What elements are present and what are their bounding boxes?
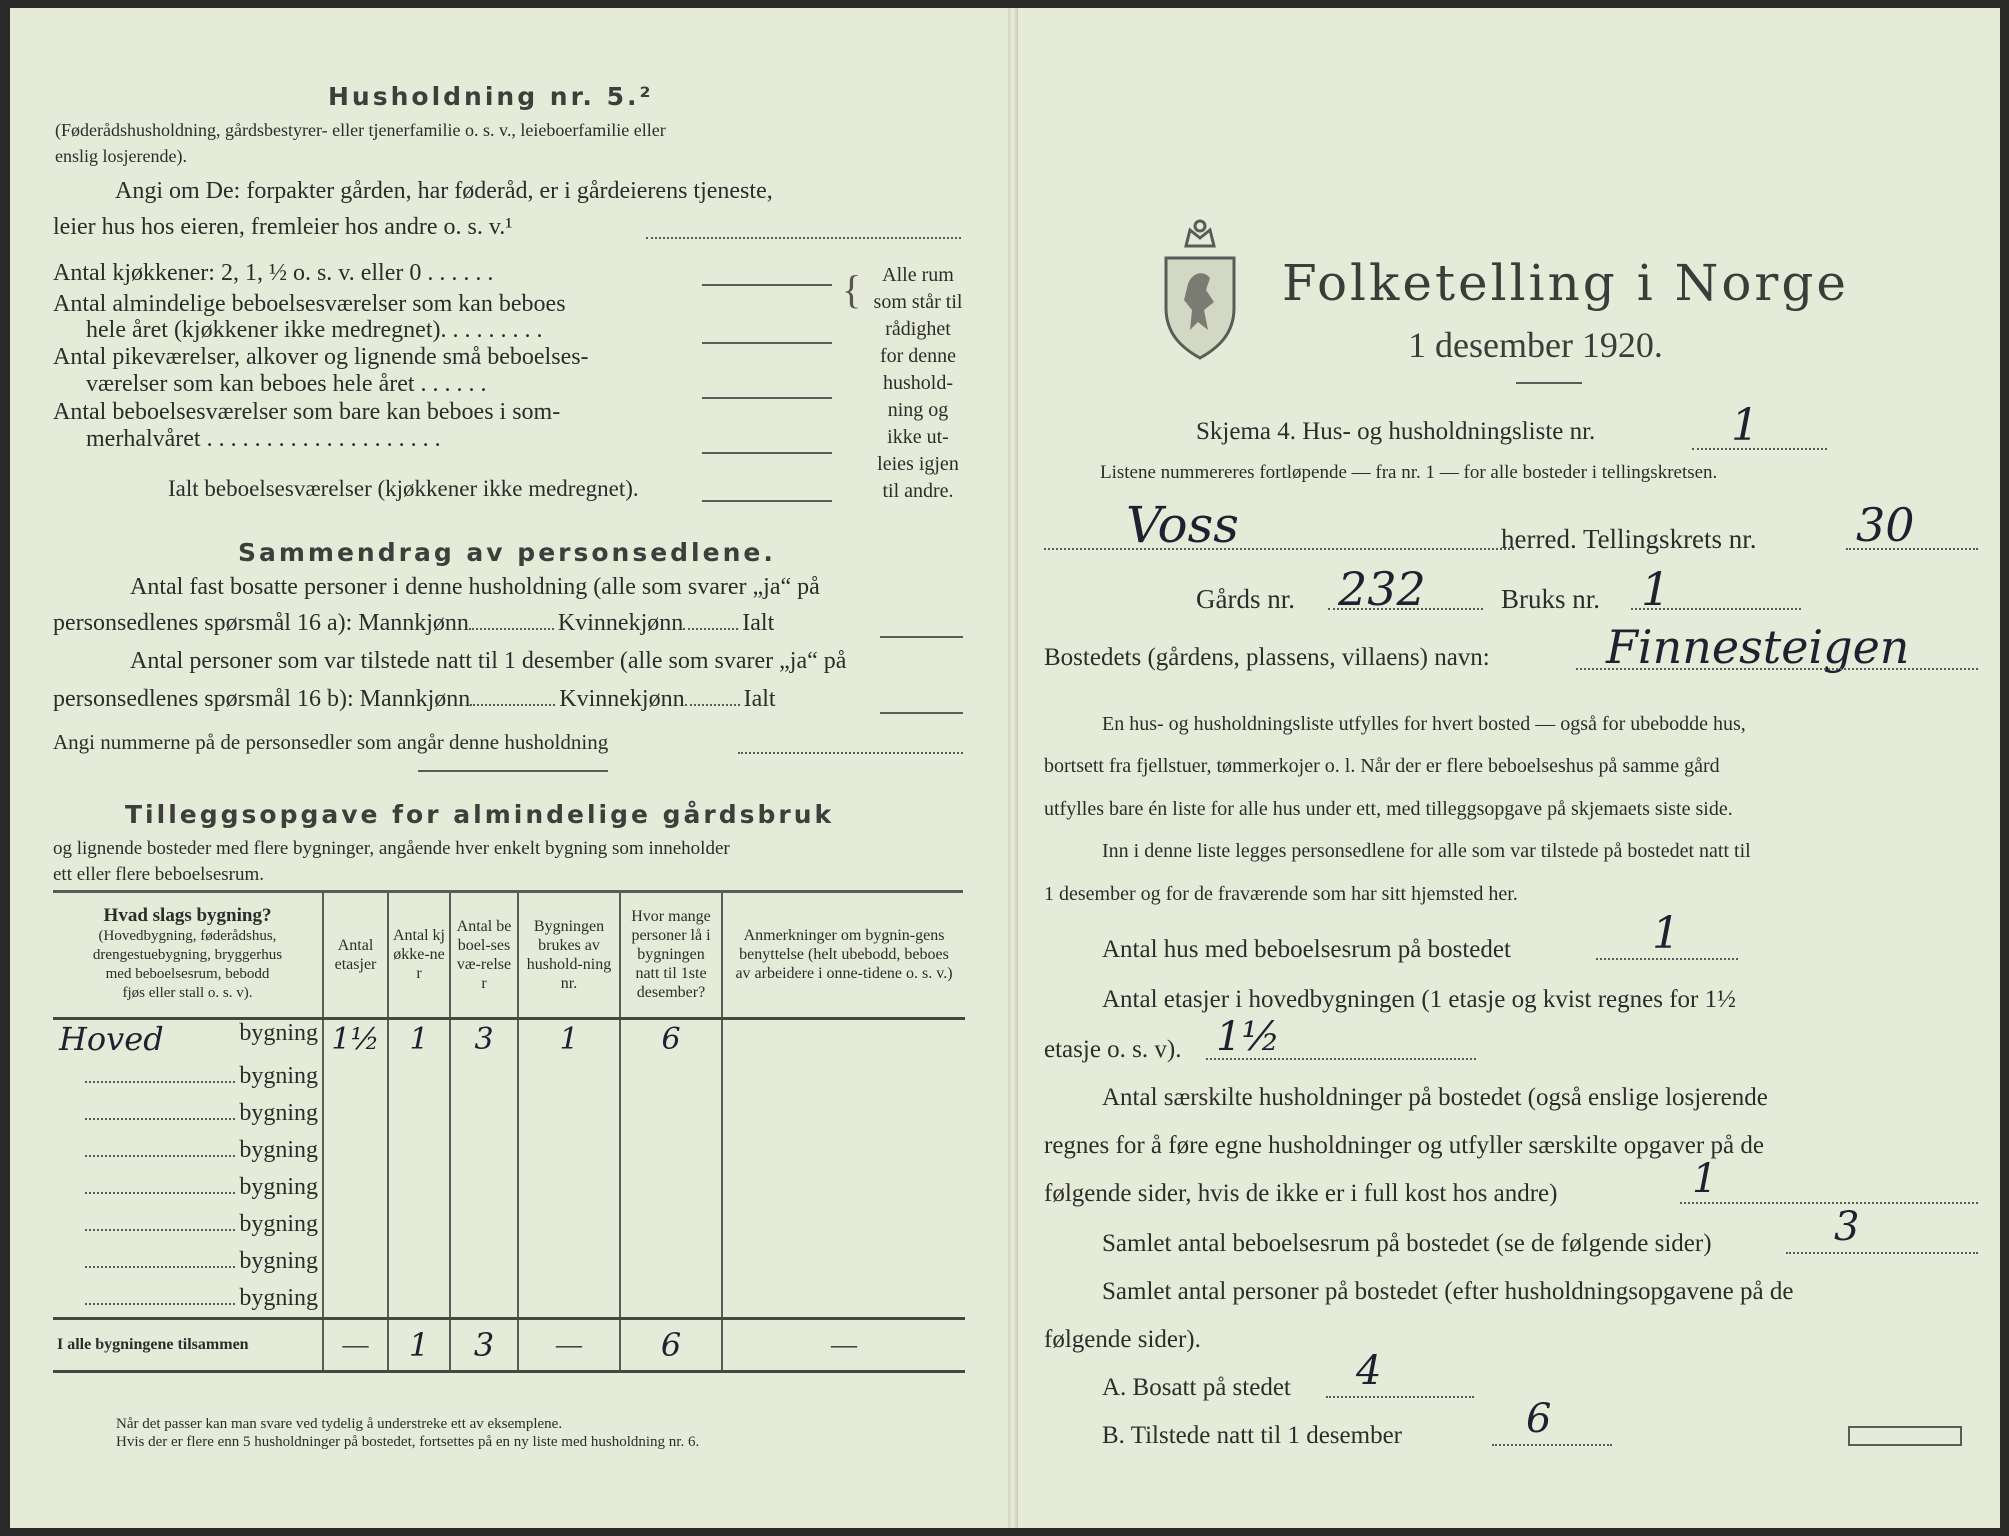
- cell-remarks: [722, 1206, 965, 1243]
- note-line: for denne: [879, 345, 957, 367]
- total-remarks: —: [722, 1319, 965, 1372]
- header-building-type: Hvad slags bygning? (Hovedbygning, føderådshus, drengestuebygning, bryggerhus med beboelsesrum, bebodd fjøs eller stall o. s. v).: [53, 892, 323, 1019]
- main-title: Folketelling i Norge: [1282, 254, 1849, 312]
- cell-remarks: [722, 1019, 965, 1059]
- supplement-title: Tilleggsopgave for almindelige gårdsbruk: [125, 800, 835, 829]
- summary-total-line-b: [880, 712, 963, 714]
- bruks-label: Bruks nr.: [1501, 584, 1601, 614]
- table-total-row: [53, 1319, 965, 1372]
- total-rooms-line: [1786, 1252, 1978, 1254]
- herred-value: Voss: [1126, 496, 1239, 554]
- table-row: [53, 1169, 965, 1206]
- building-cell: bygning: [53, 1206, 323, 1243]
- cell-floors: [323, 1058, 388, 1095]
- cell-household-nr: [518, 1132, 620, 1169]
- header-remarks: Anmerkninger om bygnin-gens benyttelse (helt ubebodd, beboes av arbeidere i onne-tidene o. s. v.): [722, 892, 965, 1019]
- bosted-line: [1576, 668, 1978, 670]
- summary-total-line-a: [880, 636, 963, 638]
- cell-persons: 6: [620, 1019, 722, 1059]
- schema-number-line: [1692, 448, 1827, 450]
- cell-rooms: [450, 1280, 518, 1319]
- bruks-number: 1: [1641, 562, 1671, 616]
- right-page: [1016, 8, 2000, 1528]
- summary-line-2: personsedlenes spørsmål 16 a): Mannkjønn Kvinnekjønn Ialt: [53, 610, 775, 636]
- coat-of-arms-icon: [1158, 212, 1242, 362]
- table-row: [53, 1280, 965, 1319]
- summary-line-1: Antal fast bosatte personer i denne husholdning (alle som svarer „ja“ på: [130, 574, 820, 600]
- header-persons: Hvor mange personer lå i bygningen natt til 1ste desember?: [620, 892, 722, 1019]
- footnote-1: Når det passer kan man svare ved tydelig å understreke ett av eksemplene.: [116, 1416, 563, 1432]
- cell-rooms: [450, 1206, 518, 1243]
- gards-label: Gårds nr.: [1196, 584, 1295, 614]
- cell-persons: [620, 1206, 722, 1243]
- herred-line: [1044, 548, 1514, 550]
- cell-household-nr: [518, 1058, 620, 1095]
- houses-label: Antal hus med beboelsesrum på bostedet: [1102, 936, 1511, 963]
- household-ask-2: leier hus hos eieren, fremleier hos andre o. s. v.¹: [53, 214, 513, 240]
- title-rule: [1516, 382, 1582, 384]
- header-floors: Antal etasjer: [323, 892, 388, 1019]
- table-row: [53, 1019, 965, 1059]
- cell-rooms: [450, 1169, 518, 1206]
- cell-kitchens: [388, 1058, 450, 1095]
- houses-value: 1: [1652, 908, 1680, 959]
- cell-household-nr: [518, 1243, 620, 1280]
- total-persons-line-1: Samlet antal personer på bostedet (efter husholdningsopgavene på de: [1102, 1278, 1794, 1305]
- rooms-answer-total: [702, 500, 832, 502]
- households-line: [1680, 1202, 1978, 1204]
- cell-remarks: [722, 1280, 965, 1319]
- cell-persons: [620, 1169, 722, 1206]
- instructions-3: utfylles bare én liste for alle hus under ett, med tilleggsopgave på skjemaets siste side.: [1044, 798, 1733, 820]
- header-building-type-detail: (Hovedbygning, føderådshus, drengestuebygning, bryggerhus med beboelsesrum, bebodd fjøs eller stall o. s. v).: [92, 928, 283, 1001]
- rooms-answer-kitchens: [702, 284, 832, 286]
- table-row: [53, 1058, 965, 1095]
- cell-floors: 1½: [323, 1019, 388, 1059]
- census-date: 1 desember 1920.: [1408, 325, 1663, 365]
- cell-kitchens: [388, 1206, 450, 1243]
- houses-line: [1596, 958, 1738, 960]
- bruks-line: [1631, 608, 1801, 610]
- section-divider: [418, 770, 608, 772]
- cell-persons: [620, 1280, 722, 1319]
- cell-household-nr: 1: [518, 1019, 620, 1059]
- printer-stamp-icon: [1848, 1426, 1962, 1446]
- note-line: leies igjen: [877, 453, 959, 475]
- schema-number: 1: [1731, 400, 1759, 451]
- census-sheet: [10, 8, 2000, 1528]
- cell-rooms: [450, 1095, 518, 1132]
- cell-remarks: [722, 1095, 965, 1132]
- cell-remarks: [722, 1169, 965, 1206]
- resident-line: [1326, 1396, 1474, 1398]
- cell-rooms: 3: [450, 1019, 518, 1059]
- rooms-line-4: Antal pikeværelser, alkover og lignende små beboelses-: [53, 344, 589, 370]
- schema-label: Skjema 4. Hus- og husholdningsliste nr.: [1196, 418, 1596, 445]
- cell-kitchens: [388, 1243, 450, 1280]
- building-cell: bygning: [53, 1280, 323, 1319]
- supplement-line-2: ett eller flere beboelsesrum.: [53, 864, 265, 885]
- cell-floors: [323, 1132, 388, 1169]
- total-rooms-value: 3: [1834, 1204, 1860, 1250]
- note-line: ikke ut-: [887, 426, 949, 448]
- note-line: Alle rum: [882, 264, 954, 286]
- total-persons-line-2: følgende sider).: [1044, 1326, 1201, 1353]
- rooms-line-5: værelser som kan beboes hele året . . . . . .: [86, 371, 487, 397]
- summary-line-3: Antal personer som var tilstede natt til 1 desember (alle som svarer „ja“ på: [130, 648, 847, 674]
- total-rooms: 3: [450, 1319, 518, 1372]
- cell-rooms: [450, 1132, 518, 1169]
- cell-floors: [323, 1243, 388, 1280]
- header-kitchens: Antal kjøkke-ner: [388, 892, 450, 1019]
- present-value: 6: [1526, 1396, 1552, 1442]
- households-line-1: Antal særskilte husholdninger på bostedet (også enslige losjerende: [1102, 1084, 1768, 1111]
- cell-persons: [620, 1095, 722, 1132]
- cell-remarks: [722, 1132, 965, 1169]
- cell-kitchens: [388, 1095, 450, 1132]
- total-persons: 6: [620, 1319, 722, 1372]
- table-row: [53, 1206, 965, 1243]
- building-cell: bygning: [53, 1095, 323, 1132]
- cell-household-nr: [518, 1095, 620, 1132]
- cell-household-nr: [518, 1206, 620, 1243]
- building-cell: bygning: [53, 1132, 323, 1169]
- building-cell: bygning: [53, 1058, 323, 1095]
- summary-line-4: personsedlenes spørsmål 16 b): Mannkjønn Kvinnekjønn Ialt: [53, 686, 776, 712]
- bosted-label: Bostedets (gårdens, plassens, villaens) navn:: [1044, 644, 1490, 671]
- cell-remarks: [722, 1243, 965, 1280]
- households-line-3: følgende sider, hvis de ikke er i full kost hos andre): [1044, 1180, 1558, 1207]
- total-household-nr: —: [518, 1319, 620, 1372]
- cell-persons: [620, 1058, 722, 1095]
- household-intro-2: enslig losjerende).: [55, 146, 187, 166]
- header-rooms: Antal beboel-sesvæ-relser: [450, 892, 518, 1019]
- resident-label: A. Bosatt på stedet: [1102, 1374, 1291, 1401]
- cell-kitchens: [388, 1280, 450, 1319]
- gards-line: [1328, 608, 1483, 610]
- table-row: [53, 1095, 965, 1132]
- building-cell: bygning: [53, 1243, 323, 1280]
- cell-household-nr: [518, 1169, 620, 1206]
- krets-number: 30: [1856, 498, 1915, 552]
- footnote-2: Hvis der er flere enn 5 husholdninger på bostedet, fortsettes på en ny liste med husholdning nr. 6.: [116, 1434, 700, 1450]
- rooms-line-2: Antal almindelige beboelsesværelser som kan beboes: [53, 291, 566, 317]
- krets-line: [1846, 548, 1978, 550]
- total-kitchens: 1: [388, 1319, 450, 1372]
- note-line: til andre.: [882, 480, 954, 502]
- instructions-5: 1 desember og for de fraværende som har sitt hjemsted her.: [1044, 883, 1518, 905]
- cell-kitchens: 1: [388, 1019, 450, 1059]
- total-floors: —: [323, 1319, 388, 1372]
- table-header-row: [53, 892, 965, 1019]
- brace-icon: {: [842, 267, 862, 312]
- floors-line-2: etasje o. s. v).: [1044, 1036, 1182, 1063]
- rooms-answer-small: [702, 397, 832, 399]
- bosted-name: Finnesteigen: [1606, 620, 1910, 674]
- summary-title: Sammendrag av personsedlene.: [238, 538, 776, 567]
- total-rooms-label: Samlet antal beboelsesrum på bostedet (se de følgende sider): [1102, 1230, 1712, 1257]
- household-intro-1: (Føderådshusholdning, gårdsbestyrer- eller tjenerfamilie o. s. v., leieboerfamilie eller: [55, 120, 666, 140]
- header-household-nr: Bygningen brukes av hushold-ning nr.: [518, 892, 620, 1019]
- cell-household-nr: [518, 1280, 620, 1319]
- floors-line: [1206, 1058, 1476, 1060]
- cell-kitchens: [388, 1169, 450, 1206]
- listing-note: Listene nummereres fortløpende — fra nr. 1 — for alle bosteder i tellingskretsen.: [1100, 462, 1718, 483]
- rooms-answer-ordinary: [702, 342, 832, 344]
- table-row: [53, 1243, 965, 1280]
- cell-floors: [323, 1095, 388, 1132]
- note-line: ning og: [887, 399, 949, 421]
- building-cell: Hoved bygning: [59, 1020, 318, 1058]
- rooms-answer-summer: [702, 452, 832, 454]
- cell-rooms: [450, 1058, 518, 1095]
- ask-answer-line: [646, 237, 961, 239]
- cell-persons: [620, 1132, 722, 1169]
- summary-line-5: Angi nummerne på de personsedler som angår denne husholdning: [53, 730, 609, 754]
- rooms-side-note: [868, 262, 968, 505]
- floors-value: 1½: [1216, 1014, 1281, 1060]
- note-line: rådighet: [885, 318, 951, 340]
- cell-floors: [323, 1169, 388, 1206]
- present-line: [1492, 1444, 1612, 1446]
- households-value: 1: [1692, 1156, 1718, 1202]
- floors-line-1: Antal etasjer i hovedbygningen (1 etasje og kvist regnes for 1½: [1102, 986, 1736, 1013]
- note-line: som står til: [873, 291, 963, 313]
- summary-numbers-line: [738, 752, 963, 754]
- building-cell: bygning: [53, 1169, 323, 1206]
- cell-remarks: [722, 1058, 965, 1095]
- resident-value: 4: [1356, 1348, 1382, 1394]
- cell-floors: [323, 1206, 388, 1243]
- instructions-1: En hus- og husholdningsliste utfylles for hvert bosted — også for ubebodde hus,: [1102, 713, 1746, 735]
- cell-persons: [620, 1243, 722, 1280]
- gards-number: 232: [1338, 562, 1426, 616]
- note-line: hushold-: [883, 372, 953, 394]
- instructions-2: bortsett fra fjellstuer, tømmerkojer o. l. Når der er flere beboelseshus på samme gård: [1044, 755, 1720, 777]
- rooms-line-1: Antal kjøkkener: 2, 1, ½ o. s. v. eller 0 . . . . . .: [53, 260, 494, 286]
- rooms-line-6: Antal beboelsesværelser som bare kan beboes i som-: [53, 399, 561, 425]
- household-title: Husholdning nr. 5.²: [328, 82, 654, 111]
- cell-floors: [323, 1280, 388, 1319]
- present-label: B. Tilstede natt til 1 desember: [1102, 1422, 1402, 1449]
- supplement-line-1: og lignende bosteder med flere bygninger, angående hver enkelt bygning som inneholder: [53, 838, 730, 859]
- left-page: [10, 8, 1010, 1528]
- table-row: [53, 1132, 965, 1169]
- building-type-handwritten: Hoved: [59, 1020, 164, 1058]
- buildings-table: [53, 892, 965, 1373]
- total-label: I alle bygningene tilsammen: [53, 1319, 323, 1372]
- household-ask-1: Angi om De: forpakter gården, har føderåd, er i gårdeierens tjeneste,: [115, 178, 773, 204]
- rooms-total: Ialt beboelsesværelser (kjøkkener ikke medregnet).: [168, 476, 639, 501]
- herred-label: herred. Tellingskrets nr.: [1501, 524, 1757, 554]
- cell-rooms: [450, 1243, 518, 1280]
- rooms-line-3: hele året (kjøkkener ikke medregnet). . . . . . . . .: [86, 317, 543, 343]
- instructions-4: Inn i denne liste legges personsedlene for alle som var tilstede på bostedet natt til: [1102, 840, 1751, 862]
- cell-kitchens: [388, 1132, 450, 1169]
- rooms-line-7: merhalvåret . . . . . . . . . . . . . . . . . . . .: [86, 426, 441, 452]
- households-line-2: regnes for å føre egne husholdninger og utfyller særskilte opgaver på de: [1044, 1132, 1764, 1159]
